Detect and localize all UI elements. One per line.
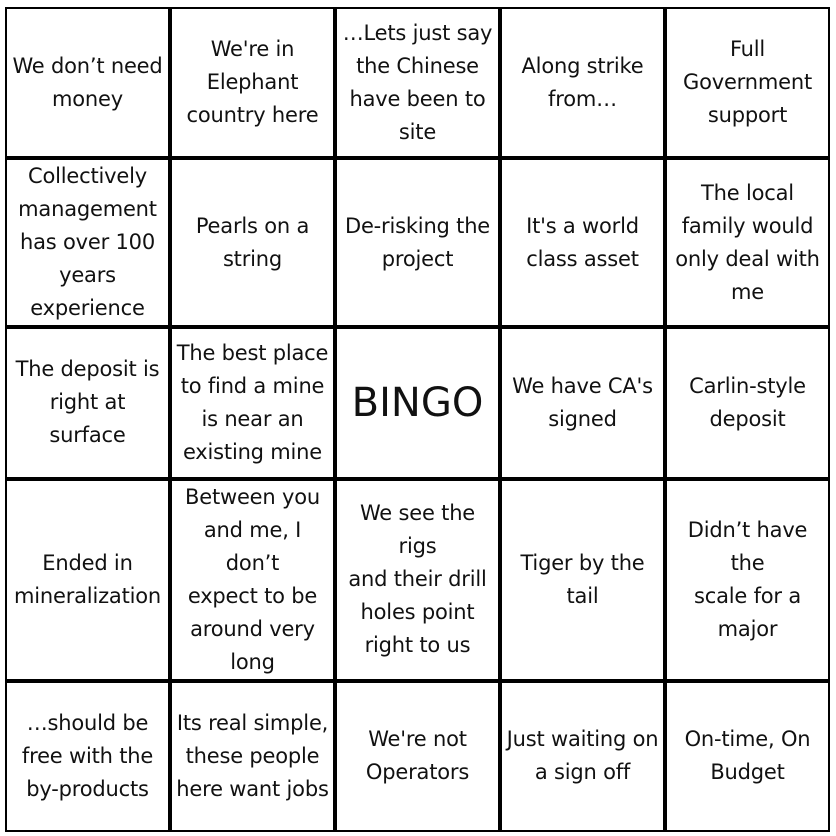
bingo-cell: …should be free with the by-products — [7, 683, 168, 830]
bingo-cell: Full Government support — [667, 9, 828, 156]
bingo-cell: Ended in mineralization — [7, 481, 168, 679]
bingo-cell: Carlin-style deposit — [667, 329, 828, 476]
bingo-cell: The deposit is right at surface — [7, 329, 168, 476]
bingo-cell: …Lets just say the Chinese have been to site — [337, 9, 498, 156]
bingo-cell: Between you and me, I don’t expect to be around very long — [172, 481, 333, 679]
bingo-cell: Just waiting on a sign off — [502, 683, 663, 830]
bingo-cell: We don’t need money — [7, 9, 168, 156]
bingo-cell: Didn’t have the scale for a major — [667, 481, 828, 679]
bingo-cell: We have CA's signed — [502, 329, 663, 476]
bingo-cell: It's a world class asset — [502, 160, 663, 325]
bingo-cell: Pearls on a string — [172, 160, 333, 325]
bingo-cell: Its real simple, these people here want jobs — [172, 683, 333, 830]
bingo-center-cell: BINGO — [337, 329, 498, 476]
bingo-cell: We're not Operators — [337, 683, 498, 830]
bingo-cell: Collectively management has over 100 years experience — [7, 160, 168, 325]
bingo-cell: De-risking the project — [337, 160, 498, 325]
bingo-cell: Along strike from… — [502, 9, 663, 156]
bingo-cell: The best place to find a mine is near an existing mine — [172, 329, 333, 476]
bingo-cell: We see the rigs and their drill holes point right to us — [337, 481, 498, 679]
bingo-cell: We're in Elephant country here — [172, 9, 333, 156]
bingo-cell: On-time, On Budget — [667, 683, 828, 830]
bingo-cell: Tiger by the tail — [502, 481, 663, 679]
bingo-cell: The local family would only deal with me — [667, 160, 828, 325]
bingo-board — [5, 7, 830, 832]
